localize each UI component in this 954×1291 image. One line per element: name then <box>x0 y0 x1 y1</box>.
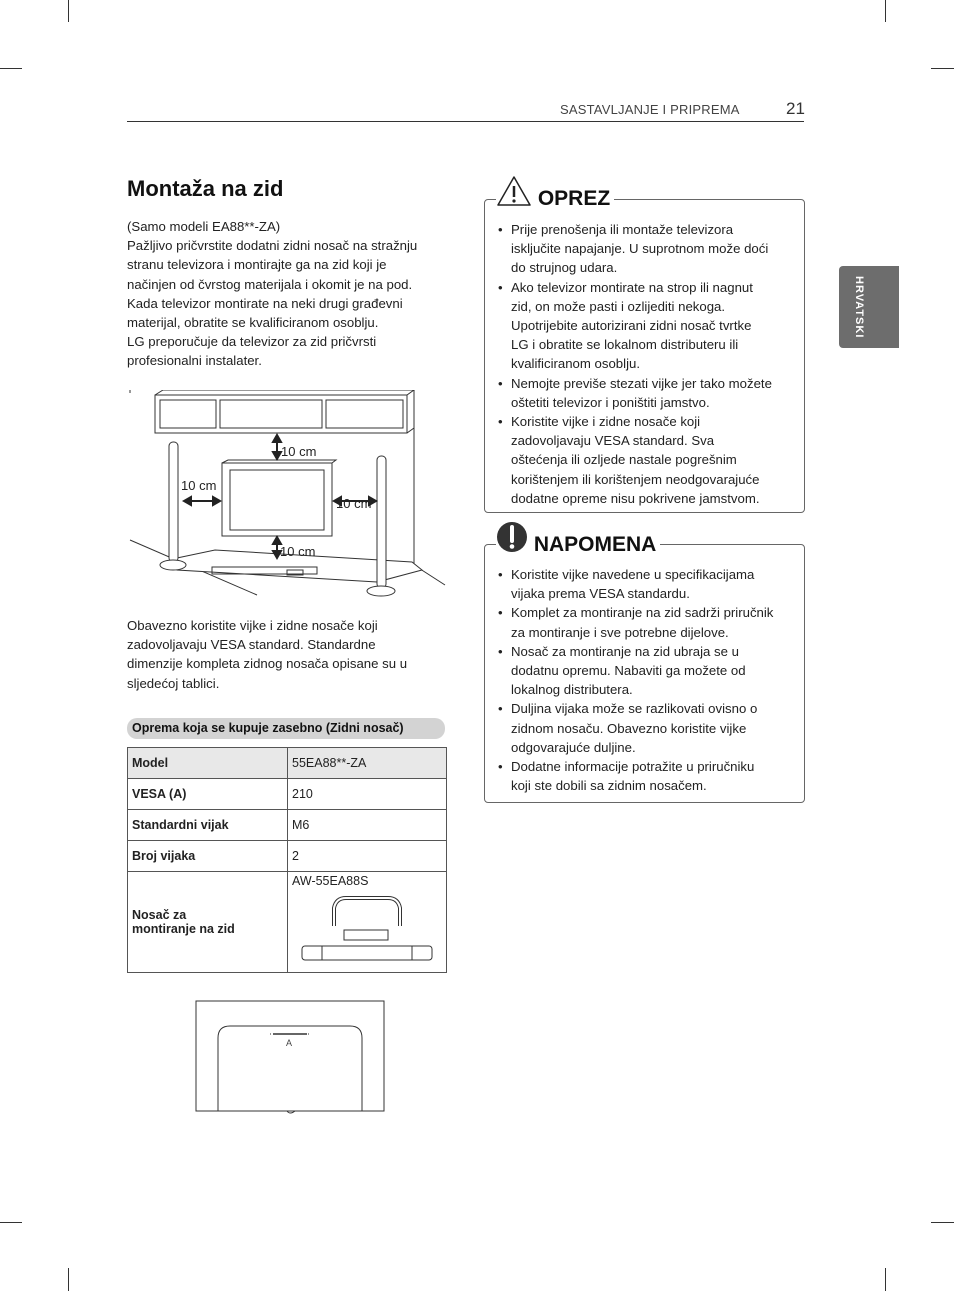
note-line: • Koristite vijke navedene u specifikacijama <box>511 567 755 582</box>
caution-line: dodatne opreme nisu pokrivene jamstvom. <box>511 490 760 506</box>
intro-line: načinjen od čvrstog materijala i okomit je na pod. <box>127 276 413 292</box>
caution-line: zid, on može pasti i ozlijediti nekoga. <box>511 298 726 314</box>
table-row <box>128 872 447 973</box>
intro-line: stranu televizora i montirajte ga na zid koji je <box>127 257 387 273</box>
note-line: • Nosač za montiranje na zid ubraja se u <box>511 643 739 659</box>
crop-mark <box>885 1268 886 1291</box>
vesa-line: Obavezno koristite vijke i zidne nosače koji <box>127 618 378 633</box>
warning-triangle-icon <box>496 175 532 207</box>
table-row <box>128 841 447 872</box>
page-title: Montaža na zid <box>127 176 284 201</box>
screw-count-value: 2 <box>288 841 447 872</box>
intro-paragraph <box>127 217 417 371</box>
screw-label: Standardni vijak <box>128 810 288 841</box>
list-item <box>497 374 796 412</box>
clearance-top-label: 10 cm <box>281 444 317 459</box>
caution-line: oštetiti televizor i poništiti jamstvo. <box>511 394 710 410</box>
bracket-cell <box>288 872 447 973</box>
list-item <box>497 699 796 757</box>
note-line: vijaka prema VESA standardu. <box>511 586 690 602</box>
note-box <box>484 544 805 803</box>
intro-line: (Samo modeli EA88**-ZA) <box>127 219 281 234</box>
table-row <box>128 810 447 841</box>
caution-line: LG i obratite se lokalnom distributeru ili <box>511 337 739 353</box>
list-item <box>497 757 796 795</box>
clearance-bottom-label: 10 cm <box>280 544 316 559</box>
list-item <box>497 220 796 278</box>
screw-count-label: Broj vijaka <box>128 841 288 872</box>
crop-mark <box>931 1222 954 1223</box>
caution-line: • Ako televizor montirate na strop ili nagnut <box>511 279 753 295</box>
wall-bracket-spec-table <box>127 747 447 973</box>
caution-title: OPREZ <box>537 187 611 210</box>
note-heading <box>496 521 660 555</box>
intro-line: Kada televizor montirate na neki drugi građevni <box>127 295 403 311</box>
model-label: Model <box>128 748 288 779</box>
bracket-label-line: montiranje na zid <box>132 922 235 936</box>
caution-line: zadovoljavaju VESA standard. Sva <box>511 433 715 449</box>
caution-heading <box>496 175 614 209</box>
note-line: • Duljina vijaka može se razlikovati ovisno o <box>511 701 758 717</box>
vesa-dimension-label: A <box>286 1038 293 1048</box>
intro-line: LG preporučuje da televizor za zid pričvrsti <box>127 334 377 350</box>
list-item <box>497 565 796 603</box>
language-tab <box>839 266 899 348</box>
caution-line: • Prije prenošenja ili montaže televizora <box>511 222 734 237</box>
vesa-value: 210 <box>288 779 447 810</box>
crop-mark <box>931 68 954 69</box>
vesa-paragraph <box>127 616 407 693</box>
model-value: 55EA88**-ZA <box>288 748 447 779</box>
crop-mark <box>885 0 886 22</box>
caution-line: do strujnog udara. <box>511 260 618 276</box>
list-item <box>497 642 796 700</box>
caution-line: Upotrijebite autorizirani zidni nosač tvrtke <box>511 318 752 334</box>
note-line: odgovarajuće duljine. <box>511 739 636 755</box>
list-item <box>497 278 796 374</box>
note-title: NAPOMENA <box>533 533 657 556</box>
vesa-line: sljedećoj tablici. <box>127 675 220 691</box>
wall-mount-clearance-illustration <box>127 390 447 605</box>
bracket-label-line: Nosač za <box>132 908 187 922</box>
caution-line: • Koristite vijke i zidne nosače koji <box>511 414 701 430</box>
caution-line: • Nemojte previše stezati vijke jer tako možete <box>511 375 772 391</box>
caution-box <box>484 199 805 513</box>
caution-line: oštećenja ili ozljede nastale pogrešnim <box>511 452 737 468</box>
intro-line: profesionalni instalater. <box>127 353 262 369</box>
screw-value: M6 <box>288 810 447 841</box>
header-rule <box>127 121 804 122</box>
caution-line: isključite napajanje. U suprotnom može doći <box>511 241 769 257</box>
vesa-line: dimenzije kompleta zidnog nosača opisane su u <box>127 656 408 672</box>
bracket-label <box>128 872 288 973</box>
note-list <box>497 565 796 795</box>
crop-mark <box>0 1222 22 1223</box>
clearance-right-label: 10 cm <box>336 496 372 511</box>
exclamation-circle-icon <box>496 521 528 553</box>
note-line: za montiranje i sve potrebne dijelove. <box>511 624 729 640</box>
intro-line: materijal, obratite se kvalificiranom osoblju. <box>127 315 379 331</box>
vesa-line: zadovoljavaju VESA standard. Standardne <box>127 637 376 653</box>
section-header: SASTAVLJANJE I PRIPREMA <box>560 102 740 117</box>
tv-back-vesa-diagram <box>195 1000 385 1115</box>
list-item <box>497 412 796 508</box>
bracket-model-value: AW-55EA88S <box>292 874 369 888</box>
table-row <box>128 748 447 779</box>
page-number: 21 <box>786 99 805 118</box>
crop-mark <box>0 68 22 69</box>
note-line: koji ste dobili sa zidnim nosačem. <box>511 778 707 794</box>
caution-line: kvalificiranom osoblju. <box>511 356 640 372</box>
note-line: dodatnu opremu. Nabaviti ga možete od <box>511 663 746 679</box>
crop-mark <box>68 1268 69 1291</box>
intro-line: Pažljivo pričvrstite dodatni zidni nosač na stražnju <box>127 238 418 254</box>
table-caption: Oprema koja se kupuje zasebno (Zidni nosač) <box>127 718 445 739</box>
crop-mark <box>68 0 69 22</box>
note-line: lokalnog distributera. <box>511 682 633 698</box>
clearance-left-label: 10 cm <box>181 478 217 493</box>
note-line: • Komplet za montiranje na zid sadrži priručnik <box>511 605 774 621</box>
table-row <box>128 779 447 810</box>
vesa-label: VESA (A) <box>128 779 288 810</box>
caution-line: korištenjem ili korištenjem neodgovarajuće <box>511 471 760 487</box>
note-line: • Dodatne informacije potražite u priručniku <box>511 759 755 775</box>
wall-bracket-illustration <box>288 872 446 972</box>
caution-list <box>497 220 796 508</box>
language-tab-label: HRVATSKI <box>853 276 865 339</box>
list-item <box>497 603 796 641</box>
note-line: zidnom nosaču. Obavezno koristite vijke <box>511 720 747 736</box>
